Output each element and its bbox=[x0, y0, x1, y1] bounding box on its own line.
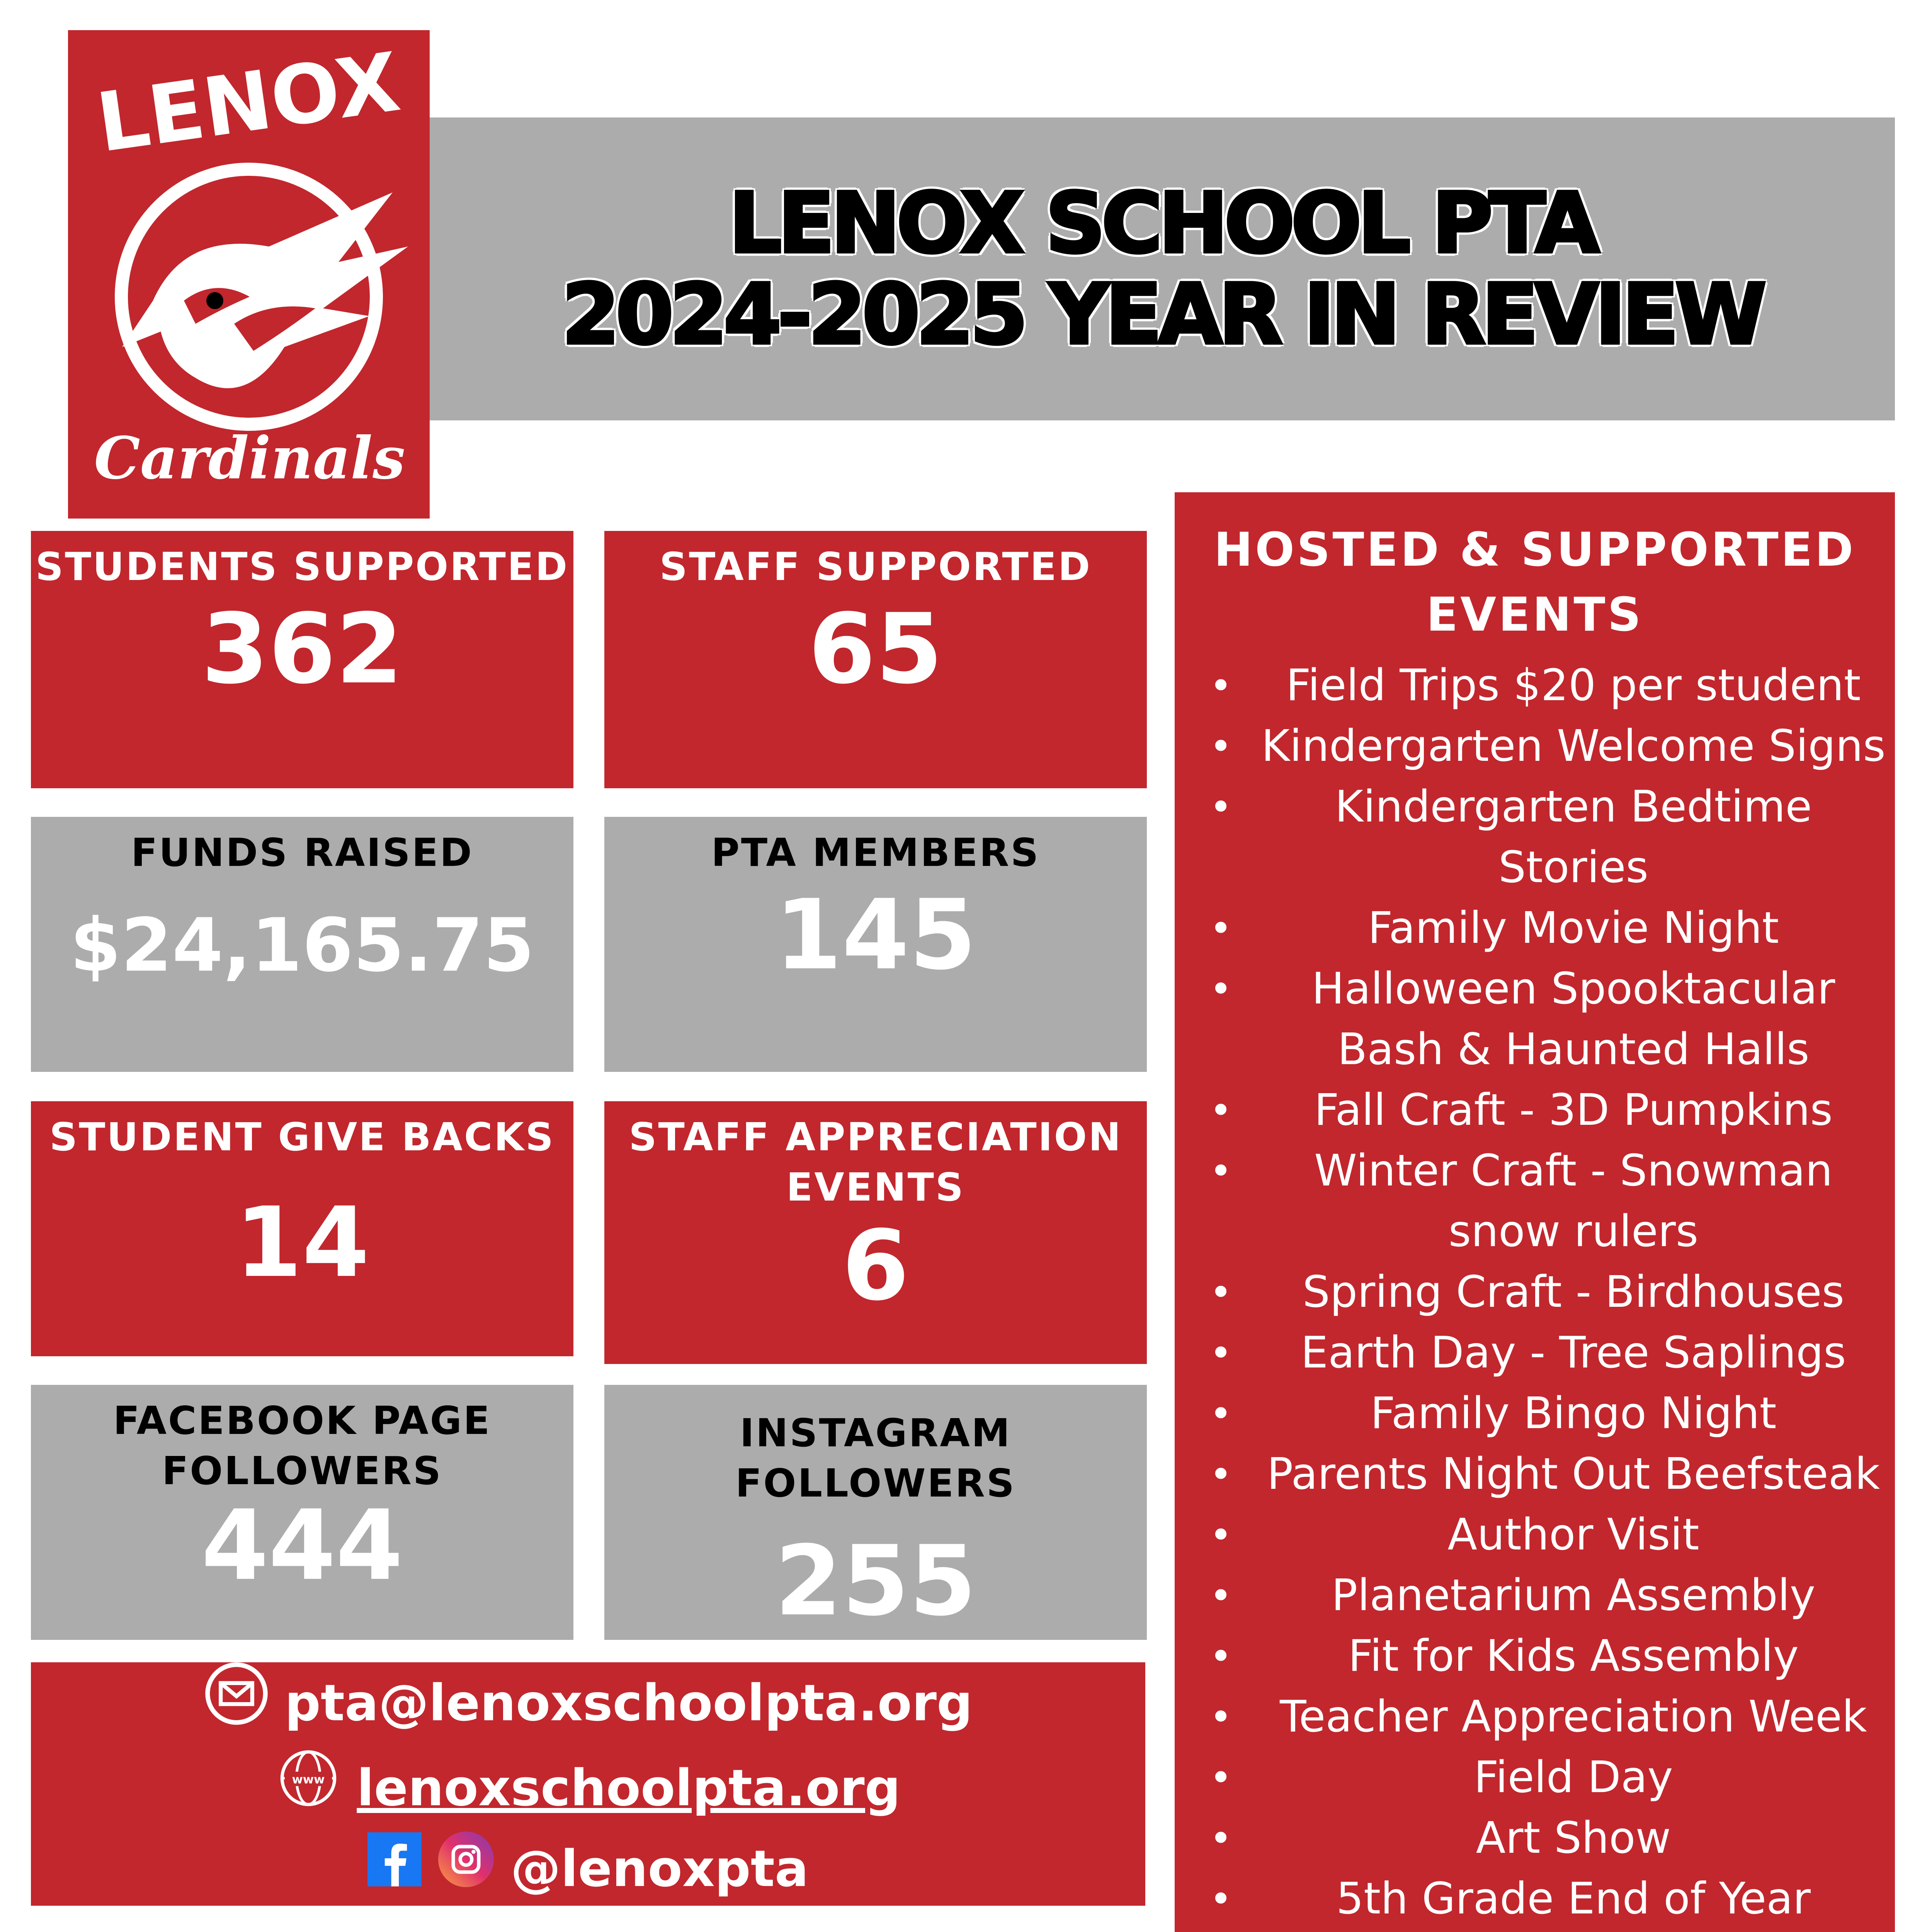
bullet-icon: • bbox=[1209, 663, 1232, 708]
event-list-item bbox=[1175, 1869, 1895, 1932]
bullet-icon: • bbox=[1209, 1755, 1232, 1800]
event-name: 5th Grade End of Year bbox=[1336, 1874, 1811, 1924]
bullet-icon: • bbox=[1209, 1694, 1232, 1740]
stat-label-line1: STAFF APPRECIATION bbox=[629, 1114, 1122, 1160]
stat-label: STUDENT GIVE BACKS bbox=[49, 1114, 555, 1160]
stat-value: 65 bbox=[808, 593, 943, 705]
svg-text:www: www bbox=[292, 1773, 325, 1787]
bullet-icon: • bbox=[1209, 1088, 1232, 1133]
event-list-item bbox=[1175, 1080, 1895, 1141]
facebook-icon[interactable] bbox=[367, 1832, 422, 1906]
event-name: Planetarium Assembly bbox=[1331, 1570, 1816, 1621]
event-name: Spring Craft - Birdhouses bbox=[1302, 1267, 1845, 1317]
lenox-cardinals-logo bbox=[68, 30, 430, 519]
page-subtitle: 2024-2025 YEAR IN REVIEW bbox=[562, 266, 1763, 363]
facebook-followers-card bbox=[31, 1385, 573, 1640]
stat-label-line2: FOLLOWERS bbox=[162, 1448, 442, 1493]
event-name: Winter Craft - Snowman snow rulers bbox=[1314, 1146, 1833, 1257]
stat-label: FUNDS RAISED bbox=[131, 830, 473, 875]
bullet-icon: • bbox=[1209, 1876, 1232, 1922]
instagram-followers-card bbox=[604, 1385, 1147, 1640]
event-list-item bbox=[1175, 1505, 1895, 1565]
event-name: Fall Craft - 3D Pumpkins bbox=[1314, 1085, 1833, 1135]
event-list-item bbox=[1175, 1262, 1895, 1323]
bullet-icon: • bbox=[1209, 1634, 1232, 1679]
stat-label: STUDENTS SUPPORTED bbox=[35, 544, 569, 589]
event-list-item bbox=[1175, 1383, 1895, 1444]
event-list-item bbox=[1175, 1141, 1895, 1262]
event-name: Field Day bbox=[1474, 1752, 1673, 1803]
bullet-icon: • bbox=[1209, 1330, 1232, 1376]
stat-value: $24,165.75 bbox=[70, 903, 534, 988]
stat-label: STAFF SUPPORTED bbox=[659, 544, 1092, 589]
email-link[interactable]: pta@lenoxschoolpta.org bbox=[284, 1673, 973, 1733]
events-panel bbox=[1175, 492, 1895, 1932]
social-handle[interactable]: @lenoxpta bbox=[510, 1839, 809, 1898]
event-name: Fit for Kids Assembly bbox=[1348, 1631, 1799, 1681]
events-list bbox=[1175, 655, 1895, 1932]
event-list-item bbox=[1175, 1323, 1895, 1383]
event-list-item bbox=[1175, 959, 1895, 1080]
website-row bbox=[276, 1745, 900, 1830]
event-name: Earth Day - Tree Saplings bbox=[1301, 1328, 1846, 1378]
events-title-line2: EVENTS bbox=[1426, 588, 1643, 642]
website-link[interactable]: lenoxschoolpta.org bbox=[357, 1758, 901, 1817]
bullet-icon: • bbox=[1209, 1452, 1232, 1497]
contact-panel bbox=[31, 1662, 1145, 1906]
event-name: Parents Night Out Beefsteak bbox=[1267, 1449, 1880, 1499]
students-supported-card bbox=[31, 531, 573, 788]
event-name: Art Show bbox=[1476, 1813, 1671, 1863]
bullet-icon: • bbox=[1209, 1512, 1232, 1558]
instagram-icon[interactable] bbox=[437, 1830, 495, 1908]
events-title bbox=[1175, 518, 1895, 648]
svg-text:LENOX: LENOX bbox=[91, 34, 405, 171]
event-name: Teacher Appreciation Week bbox=[1280, 1692, 1867, 1742]
event-list-item bbox=[1175, 1444, 1895, 1505]
event-list-item bbox=[1175, 716, 1895, 777]
event-name: Family Movie Night bbox=[1368, 903, 1779, 953]
funds-raised-card bbox=[31, 817, 573, 1072]
event-name: Halloween Spooktacular Bash & Haunted Halls bbox=[1311, 964, 1835, 1075]
stat-label: PTA MEMBERS bbox=[711, 830, 1040, 875]
bullet-icon: • bbox=[1209, 724, 1232, 769]
stat-value: 444 bbox=[201, 1489, 403, 1602]
globe-icon bbox=[276, 1745, 341, 1830]
events-title-line1: HOSTED & SUPPORTED bbox=[1214, 523, 1856, 577]
stat-label: INSTAGRAM FOLLOWERS bbox=[735, 1410, 1016, 1506]
event-list-item bbox=[1175, 1626, 1895, 1687]
event-name: Author Visit bbox=[1447, 1510, 1699, 1560]
title-banner bbox=[430, 117, 1895, 420]
stat-label-line1: FACEBOOK PAGE bbox=[113, 1398, 492, 1443]
bullet-icon: • bbox=[1209, 966, 1232, 1012]
bullet-icon: • bbox=[1209, 1270, 1232, 1315]
stat-value: 145 bbox=[775, 879, 976, 991]
event-list-item bbox=[1175, 777, 1895, 898]
event-list-item bbox=[1175, 1565, 1895, 1626]
email-row bbox=[204, 1661, 973, 1746]
bullet-icon: • bbox=[1209, 906, 1232, 951]
event-list-item bbox=[1175, 898, 1895, 959]
event-name: Family Bingo Night bbox=[1370, 1388, 1777, 1439]
bullet-icon: • bbox=[1209, 1816, 1232, 1861]
stat-value: 255 bbox=[775, 1525, 976, 1637]
stat-label-line2: EVENTS bbox=[786, 1165, 965, 1210]
stat-value: 14 bbox=[235, 1186, 369, 1299]
student-give-backs-card bbox=[31, 1101, 573, 1356]
staff-appreciation-events-card bbox=[604, 1101, 1147, 1364]
bullet-icon: • bbox=[1209, 1148, 1232, 1194]
bullet-icon: • bbox=[1209, 1573, 1232, 1618]
event-name: Field Trips $20 per student bbox=[1286, 660, 1861, 711]
event-list-item bbox=[1175, 655, 1895, 716]
event-list-item bbox=[1175, 1687, 1895, 1747]
bullet-icon: • bbox=[1209, 784, 1232, 830]
mail-icon bbox=[204, 1661, 269, 1746]
event-name: Kindergarten Bedtime Stories bbox=[1335, 782, 1812, 893]
page-title: LENOX SCHOOL PTA bbox=[729, 174, 1596, 272]
event-list-item bbox=[1175, 1808, 1895, 1869]
svg-text:Cardinals: Cardinals bbox=[94, 424, 405, 492]
event-list-item bbox=[1175, 1747, 1895, 1808]
stat-value: 362 bbox=[201, 593, 403, 705]
event-name: Kindergarten Welcome Signs bbox=[1261, 721, 1886, 771]
pta-members-card bbox=[604, 817, 1147, 1072]
social-row bbox=[367, 1830, 808, 1908]
bullet-icon: • bbox=[1209, 1391, 1232, 1436]
stat-value: 6 bbox=[842, 1209, 909, 1322]
staff-supported-card bbox=[604, 531, 1147, 788]
